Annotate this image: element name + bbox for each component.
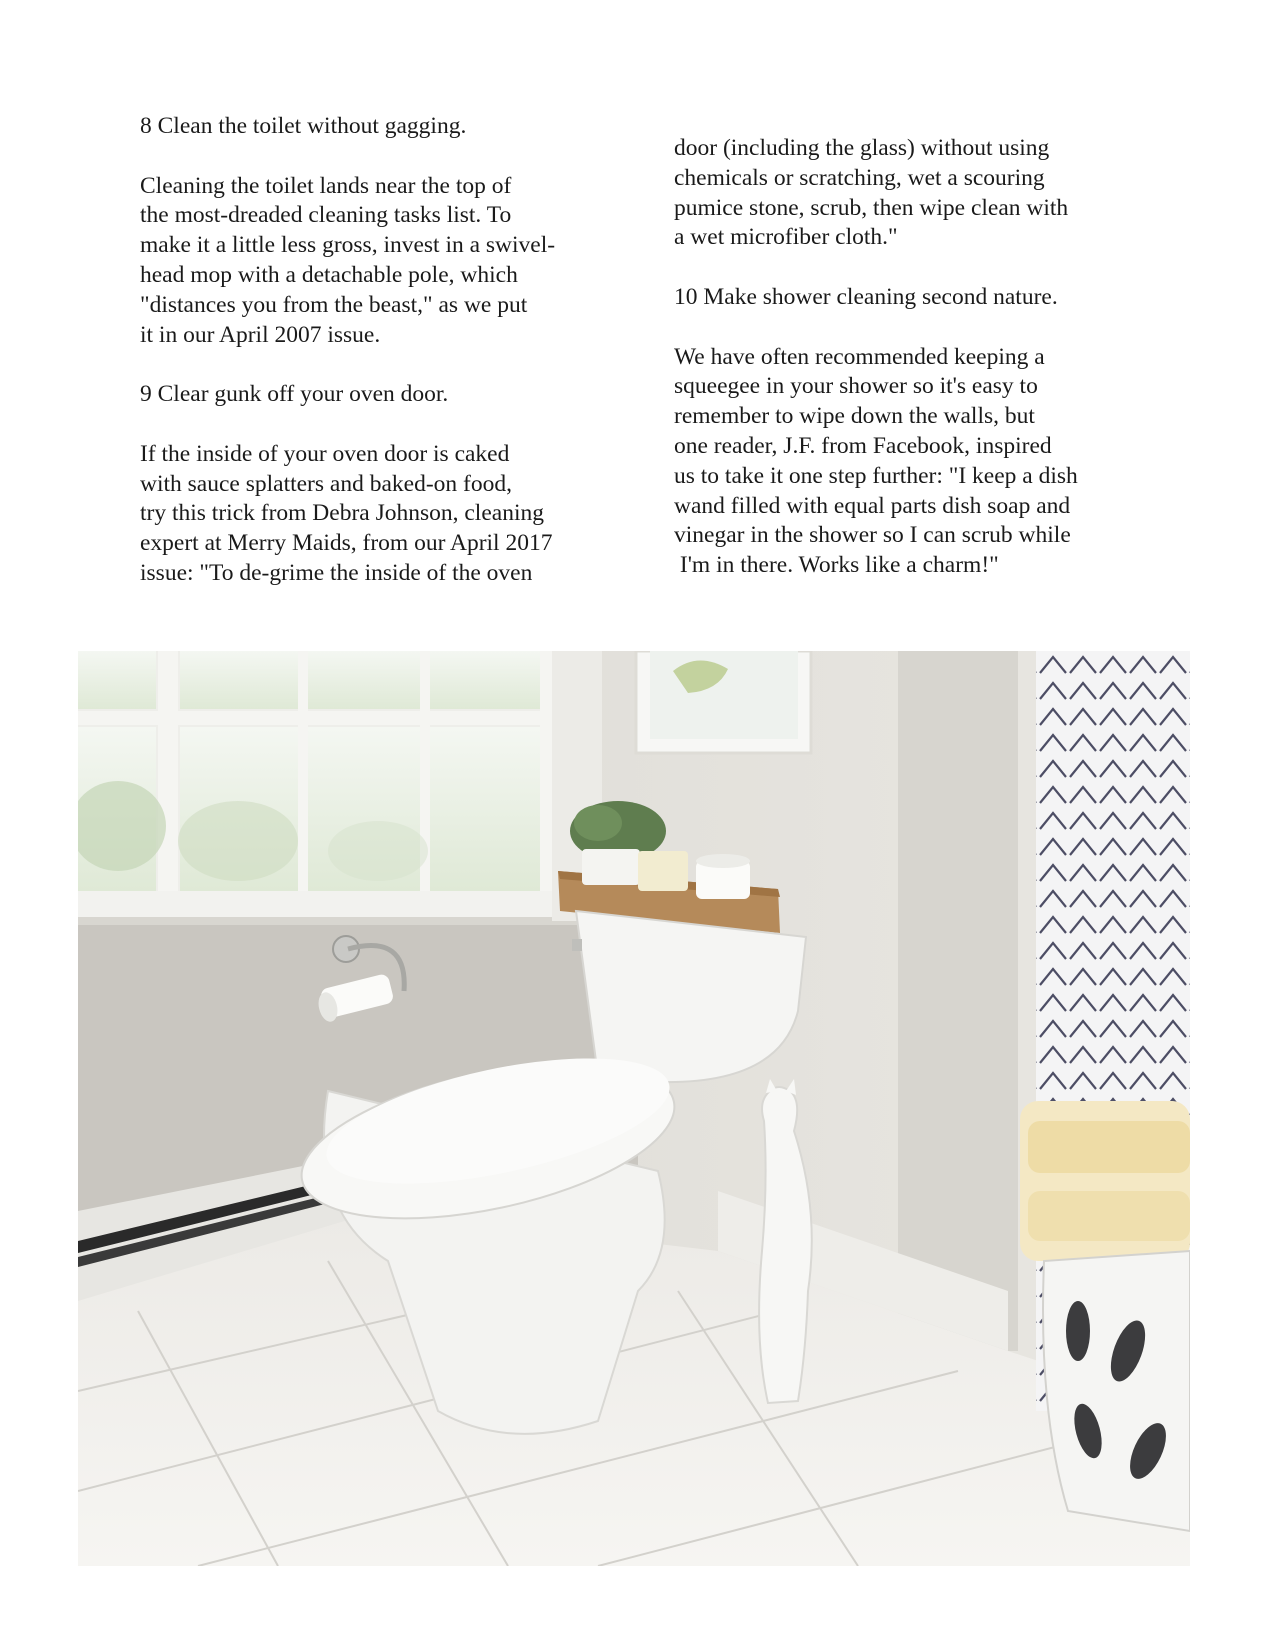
section-10-line: vinegar in the shower so I can scrub while xyxy=(674,522,1071,549)
section-10-line: We have often recommended keeping a xyxy=(674,343,1045,370)
section-8-line: Cleaning the toilet lands near the top of xyxy=(140,172,512,199)
section-9-continued-line: a wet microfiber cloth." xyxy=(674,224,898,251)
right-text-column xyxy=(674,134,1144,581)
bathroom-photo xyxy=(78,651,1190,1566)
section-9-continued-line: chemicals or scratching, wet a scouring xyxy=(674,164,1045,191)
section-8-heading: 8 Clean the toilet without gagging. xyxy=(140,113,467,139)
bathroom-illustration xyxy=(78,651,1190,1566)
section-9-line: try this trick from Debra Johnson, cleaning xyxy=(140,500,544,527)
section-10-heading: 10 Make shower cleaning second nature. xyxy=(674,283,1058,310)
spacer xyxy=(140,410,620,440)
section-9-line: with sauce splatters and baked-on food, xyxy=(140,470,512,497)
section-8-line: make it a little less gross, invest in a swivel- xyxy=(140,232,556,259)
section-8-line: head mop with a detachable pole, which xyxy=(140,261,518,288)
section-9-line: expert at Merry Maids, from our April 2017 xyxy=(140,530,553,557)
spacer xyxy=(140,350,620,380)
spacer xyxy=(140,142,620,172)
section-8-line: the most-dreaded cleaning tasks list. To xyxy=(140,202,512,229)
section-10-line: I'm in there. Works like a charm!" xyxy=(674,552,999,579)
section-10-line: squeegee in your shower so it's easy to xyxy=(674,373,1038,400)
spacer xyxy=(674,313,1144,343)
spacer xyxy=(674,253,1144,283)
section-9-continued-line: pumice stone, scrub, then wipe clean with xyxy=(674,194,1069,221)
section-10-line: remember to wipe down the walls, but xyxy=(674,403,1035,430)
section-9-heading: 9 Clear gunk off your oven door. xyxy=(140,381,449,408)
section-10-line: one reader, J.F. from Facebook, inspired xyxy=(674,432,1052,459)
section-9-line: If the inside of your oven door is caked xyxy=(140,440,510,467)
section-10-line: us to take it one step further: "I keep a dish xyxy=(674,462,1078,489)
left-text-column xyxy=(140,112,620,589)
section-9-continued-line: door (including the glass) without using xyxy=(674,135,1050,161)
section-9-line: issue: "To de-grime the inside of the oven xyxy=(140,559,533,586)
section-8-line: "distances you from the beast," as we put xyxy=(140,291,528,318)
section-8-line: it in our April 2007 issue. xyxy=(140,321,381,348)
section-10-line: wand filled with equal parts dish soap and xyxy=(674,492,1071,519)
